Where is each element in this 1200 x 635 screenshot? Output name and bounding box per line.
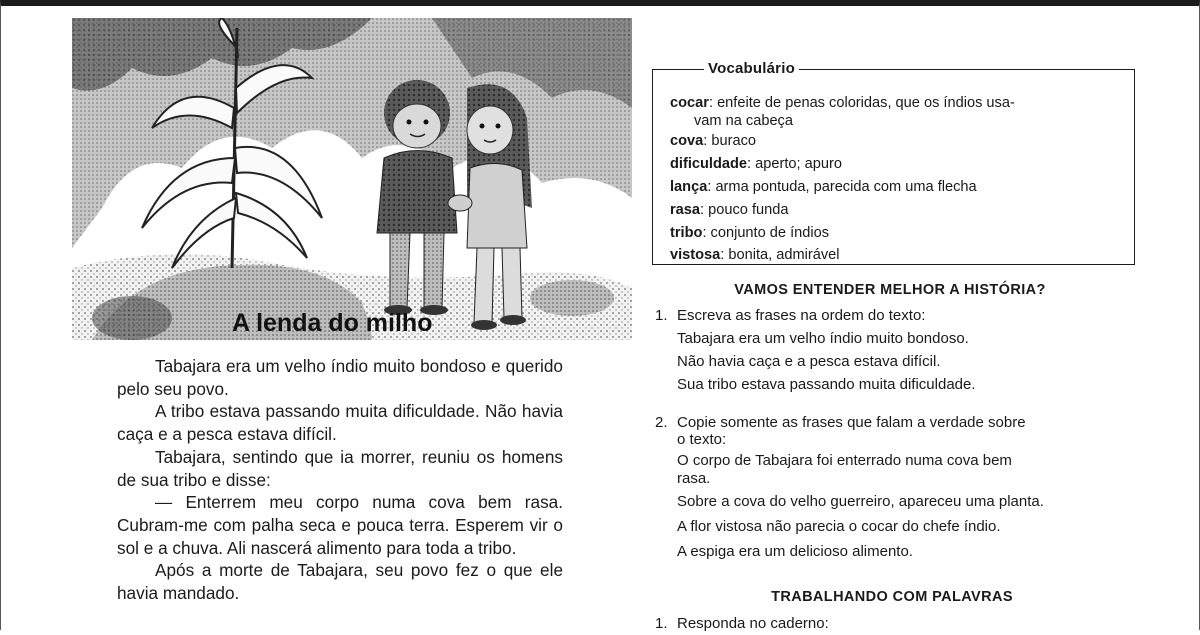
exercise-sentence: Sua tribo estava passando muita dificuldade. (677, 376, 976, 393)
vocabulary-term: tribo (670, 224, 703, 241)
vocabulary-title: Vocabulário (704, 60, 799, 77)
story-illustration (72, 18, 632, 340)
exercise-number: 1. (655, 307, 668, 324)
vocabulary-definition: pouco funda (708, 201, 789, 218)
vocabulary-entry: rasa: pouco funda (670, 201, 789, 218)
exercise-words-1 (655, 612, 1135, 635)
exercise-sentence: A espiga era um delicioso alimento. (677, 543, 913, 560)
vocabulary-entry: vistosa: bonita, admirável (670, 247, 840, 264)
vocabulary-term: vistosa (670, 247, 721, 264)
story-paragraph: Tabajara era um velho índio muito bondoso e querido pelo seu povo. (117, 356, 563, 399)
story-text (117, 355, 563, 605)
exercise-prompt-text: Escreva as frases na ordem do texto: (677, 307, 926, 324)
exercise-prompt (655, 612, 1135, 635)
vocabulary-entry: lança: arma pontuda, parecida com uma flecha (670, 178, 977, 195)
vocabulary-entry: tribo: conjunto de índios (670, 224, 830, 241)
exercise-prompt-text: Copie somente as frases que falam a verdade sobre (677, 414, 1026, 431)
exercise-sentence: A flor vistosa não parecia o cocar do chefe índio. (677, 518, 1001, 535)
vocabulary-definition: arma pontuda, parecida com uma flecha (715, 178, 977, 195)
exercise-number: 2. (655, 414, 668, 431)
exercise-2 (655, 411, 1135, 563)
vocabulary-definition: enfeite de penas coloridas, que os índios usa- (717, 95, 1015, 111)
vocabulary-term: cocar (670, 95, 709, 111)
vocabulary-term: rasa (670, 201, 701, 218)
exercise-prompt-text: Responda no caderno: (677, 615, 829, 632)
vocabulary-entry: cova: buraco (670, 132, 756, 149)
vocabulary-definition: conjunto de índios (710, 224, 830, 241)
exercise-sentence: Sobre a cova do velho guerreiro, apareceu uma planta. (677, 493, 1044, 510)
story-paragraph: — Enterrem meu corpo numa cova bem rasa. Cubram-me com palha seca e pouca terra. Esperem vir o sol e a chuva. Ali nascerá alimento para toda a tribo. (117, 492, 563, 558)
vocabulary-definition: buraco (711, 132, 756, 149)
vocabulary-term: dificuldade (670, 155, 748, 172)
vocabulary-entry: dificuldade: aperto; apuro (670, 155, 842, 172)
exercise-prompt (655, 304, 1135, 327)
exercise-prompt (655, 411, 1135, 449)
illustration-drawing (72, 18, 632, 340)
section-heading-vocabulary-work: TRABALHANDO COM PALAVRAS (771, 589, 1013, 605)
vocabulary-term: lança (670, 178, 708, 195)
vocabulary-term: cova (670, 132, 704, 149)
exercise-sentence-text: O corpo de Tabajara foi enterrado numa cova bem (677, 452, 1012, 469)
story-paragraph: A tribo estava passando muita dificuldade. Não havia caça e a pesca estava difícil. (117, 401, 563, 445)
exercise-prompt-continuation: o texto: (677, 431, 727, 448)
vocabulary-definition-continuation: vam na cabeça (694, 112, 793, 129)
exercise-sentence-continuation: rasa. (677, 470, 711, 487)
vocabulary-definition: bonita, admirável (728, 247, 840, 264)
section-heading-comprehension: VAMOS ENTENDER MELHOR A HISTÓRIA? (734, 282, 1046, 298)
exercise-sentence: Não havia caça e a pesca estava difícil. (677, 353, 941, 370)
exercise-number: 1. (655, 615, 668, 632)
story-title: A lenda do milho (232, 309, 433, 337)
story-paragraph: Após a morte de Tabajara, seu povo fez o que ele havia mandado. (117, 560, 563, 604)
exercise-sentence (655, 451, 1135, 488)
exercise-sentence: Tabajara era um velho índio muito bondoso. (677, 330, 969, 347)
vocabulary-entry: cocar: enfeite de penas coloridas, que os índios usa- vam na cabeça (670, 92, 1120, 130)
vocabulary-definition: aperto; apuro (755, 155, 842, 172)
story-paragraph: Tabajara, sentindo que ia morrer, reuniu os homens de sua tribo e disse: (117, 446, 563, 490)
exercise-1 (655, 304, 1135, 396)
vocabulary-list (670, 92, 1120, 267)
